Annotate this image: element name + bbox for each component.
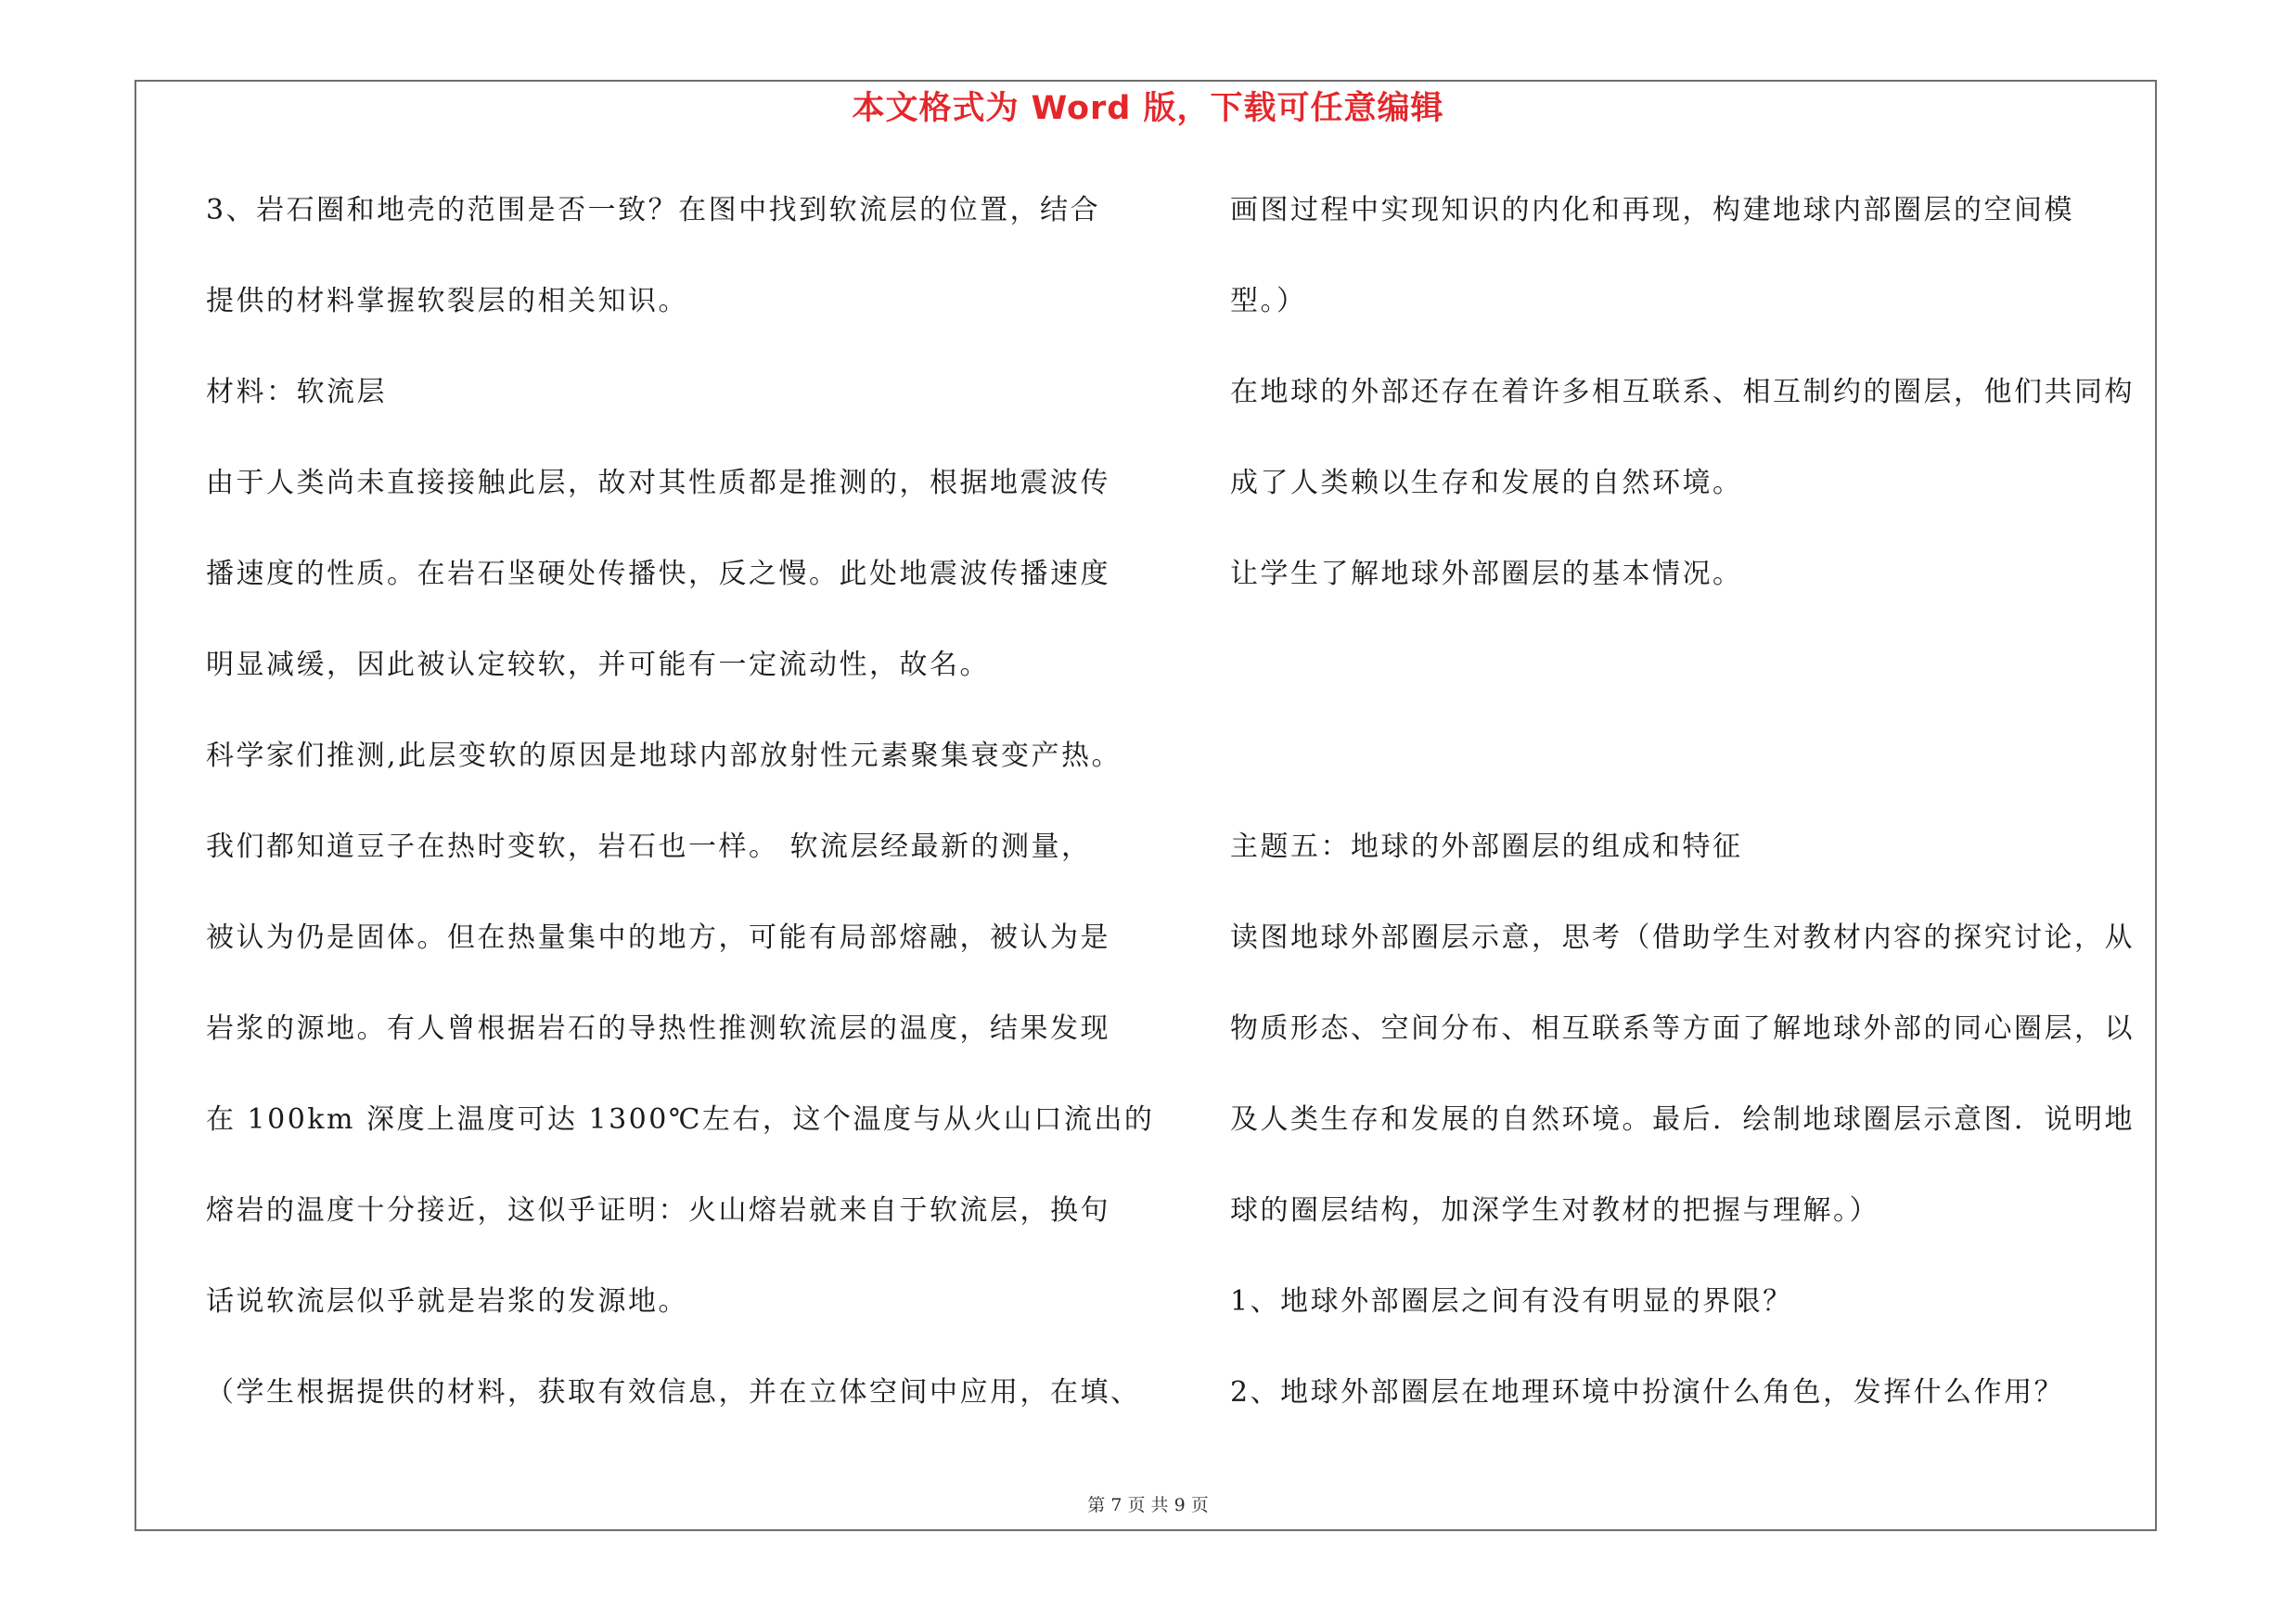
document-banner: 本文格式为 Word 版，下载可任意编辑 xyxy=(852,90,1444,127)
paragraph-line: 由于人类尚未直接接触此层，故对其性质都是推测的，根据地震波传 xyxy=(206,467,1110,499)
paragraph-line: 材料：软流层 xyxy=(206,376,387,408)
paragraph-line: 被认为仍是固体。但在热量集中的地方，可能有局部熔融，被认为是 xyxy=(206,921,1110,954)
blank-line xyxy=(1230,638,2158,728)
left-column xyxy=(206,183,1155,1456)
footer-suffix: 页 xyxy=(1190,1495,1209,1515)
paragraph-line: 岩浆的源地。有人曾根据岩石的导热性推测软流层的温度，结果发现 xyxy=(206,1012,1110,1045)
paragraph-line: 球的圈层结构，加深学生对教材的把握与理解。） xyxy=(1230,1194,1879,1227)
footer-prefix: 第 xyxy=(1087,1495,1106,1515)
paragraph-line: 话说软流层似乎就是岩浆的发源地。 xyxy=(206,1285,688,1318)
page-footer xyxy=(0,1494,2296,1516)
paragraph-line: 及人类生存和发展的自然环境。最后．绘制地球圈层示意图．说明地 xyxy=(1230,1103,2135,1136)
paragraph-line: 我们都知道豆子在热时变软，岩石也一样。 软流层经最新的测量， xyxy=(206,831,1092,863)
paragraph-line: 让学生了解地球外部圈层的基本情况。 xyxy=(1230,558,1743,590)
paragraph-line: 在 100km 深度上温度可达 1300℃左右，这个温度与从火山口流出的 xyxy=(206,1103,1155,1136)
paragraph-line: 熔岩的温度十分接近，这似乎证明：火山熔岩就来自于软流层，换句 xyxy=(206,1194,1110,1227)
paragraph-line: 读图地球外部圈层示意，思考（借助学生对教材内容的探究讨论，从 xyxy=(1230,921,2135,954)
paragraph-line: 成了人类赖以生存和发展的自然环境。 xyxy=(1230,467,1743,499)
question-line: 1、地球外部圈层之间有没有明显的界限？ xyxy=(1230,1285,1793,1318)
right-column xyxy=(1230,183,2158,1456)
question-line: 2、地球外部圈层在地理环境中扮演什么角色，发挥什么作用？ xyxy=(1230,1376,2065,1409)
paragraph-line: 3、岩石圈和地壳的范围是否一致？在图中找到软流层的位置，结合 xyxy=(206,194,1101,226)
paragraph-line: 明显减缓，因此被认定较软，并可能有一定流动性，故名。 xyxy=(206,649,990,681)
paragraph-line: 物质形态、空间分布、相互联系等方面了解地球外部的同心圈层，以 xyxy=(1230,1012,2135,1045)
section-heading: 主题五：地球的外部圈层的组成和特征 xyxy=(1230,831,1743,863)
paragraph-line: 科学家们推测,此层变软的原因是地球内部放射性元素聚集衰变产热。 xyxy=(206,740,1122,772)
paragraph-line: 在地球的外部还存在着许多相互联系、相互制约的圈层，他们共同构 xyxy=(1230,376,2135,408)
footer-middle: 页 共 xyxy=(1127,1495,1169,1515)
total-pages-number: 9 xyxy=(1174,1495,1186,1515)
paragraph-line: （学生根据提供的材料，获取有效信息，并在立体空间中应用，在填、 xyxy=(206,1376,1141,1409)
blank-line xyxy=(1230,728,2158,819)
paragraph-line: 画图过程中实现知识的内化和再现，构建地球内部圈层的空间模 xyxy=(1230,194,2074,226)
paragraph-line: 型。） xyxy=(1230,285,1307,317)
paragraph-line: 播速度的性质。在岩石坚硬处传播快，反之慢。此处地震波传播速度 xyxy=(206,558,1110,590)
current-page-number: 7 xyxy=(1110,1495,1122,1515)
paragraph-line: 提供的材料掌握软裂层的相关知识。 xyxy=(206,285,688,317)
